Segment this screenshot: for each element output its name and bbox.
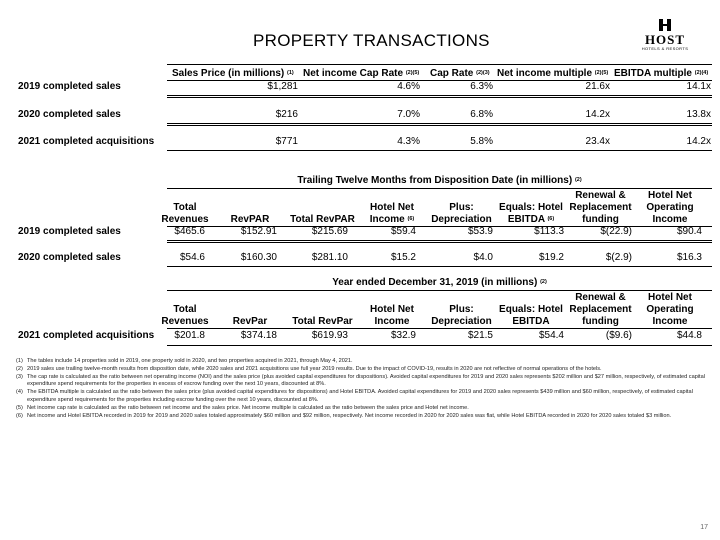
t3-cell: $32.9 [390, 330, 416, 341]
table1-bottom-rule [167, 150, 712, 151]
t1-header-3: Net income multiple $^{(2)(5)}$ [497, 68, 609, 79]
t3-caption: Year ended December 31, 2019 (in millions) $^{(2)}$ [332, 277, 547, 288]
row-divider [167, 123, 712, 126]
t2-header: Renewal & Replacement funding [569, 190, 632, 225]
t3-caption-rule [167, 290, 712, 291]
t2-cell: $215.69 [311, 226, 348, 237]
table1-top-rule [167, 64, 712, 65]
footnote: (4) The EBITDA multiple is calculated as the ratio between the sales price (plus avoided capital expenditures for dispositions) and Hotel EBITDA. Avoided capital expenditures for 2019 and 2020 sales represents $439 million and $60 million, respectively, of estimated capital expenditure spend requirements for the properties including escrow funding over the next 10 years, discounted at 8%. [16, 389, 693, 403]
t1-cell: $771 [275, 136, 298, 147]
t1-header-2: Cap Rate $^{(2)(3)}$ [430, 68, 490, 79]
t3-cell: $21.5 [467, 330, 493, 341]
t1-cell: 6.8% [470, 109, 493, 120]
footnote: (6) Net income and Hotel EBITDA recorded in 2019 for 2019 and 2020 sales totaled approximately $60 million and $92 million, respectively. Net income recorded in 2020 for 2020 sales was flat, while Hotel EBITDA recorded in 2020 for 2020 sales totaled $3 million. [16, 412, 672, 419]
t1-cell: $216 [275, 109, 298, 120]
footnotes [16, 358, 706, 420]
t2-header: Hotel Net Operating Income [646, 190, 694, 225]
t1-cell: 23.4x [585, 136, 610, 147]
t2-bottom-rule [167, 266, 712, 267]
footnote: (5) Net income cap rate is calculated as the ratio between net income and the sales price. Net income multiple is calculated as the ratio between the sales price and Hotel net income. [16, 404, 469, 411]
t2-cell: $(2.9) [605, 252, 632, 263]
t3-cell: ($9.6) [605, 330, 632, 341]
t2-cell: $53.9 [467, 226, 493, 237]
t2-header: Total RevPAR [290, 214, 355, 225]
host-logo [640, 18, 690, 54]
t1-cell: $1,281 [267, 81, 298, 92]
t2-cell: $160.30 [240, 252, 277, 263]
t1-cell: 7.0% [397, 109, 420, 120]
host-logo-mark-icon [658, 18, 672, 32]
t1-row-label: 2020 completed sales [18, 109, 121, 120]
page-number: 17 [700, 524, 708, 531]
t2-cell: $19.2 [538, 252, 564, 263]
t3-header: Hotel Net Income [370, 304, 414, 327]
t2-cell: $281.10 [311, 252, 348, 263]
t3-bottom-rule [167, 345, 712, 346]
t1-cell: 6.3% [470, 81, 493, 92]
t1-cell: 14.2x [585, 109, 610, 120]
footnote: (1) The tables include 14 properties sold in 2019, one property sold in 2020, and two properties acquired in 2021, through May 4, 2021. [16, 358, 353, 364]
row-divider [167, 240, 712, 243]
t2-cell: $(22.9) [600, 226, 632, 237]
footnote: (2) 2019 sales use trailing twelve-month results from disposition date, while 2020 sales and 2021 acquisitions use full year 2019 results. Due to the impact of COVID-19, results in 2020 are not reflective of normal operations of the hotels. [16, 365, 602, 372]
t1-cell: 21.6x [585, 81, 610, 92]
t1-cell: 14.2x [686, 136, 711, 147]
footnote: (3) The cap rate is calculated as the ratio between net operating income (NOI) and the sales price (plus avoided capital expenditures for dispositions). Avoided capital expenditures for 2019 and 2020 sales represents $202 million and $27 million, respectively, of estimated capital expenditure spend requirements for the properties in excess of escrow funding over the next 10 years, discounted at 8%. [16, 373, 705, 388]
t3-header: Hotel Net Operating Income [646, 292, 694, 327]
t3-cell: $44.8 [676, 330, 702, 341]
t1-header-1: Net income Cap Rate $^{(2)(5)}$ [303, 68, 420, 79]
t2-header: Total Revenues [161, 202, 209, 225]
t2-header: RevPAR [230, 214, 270, 225]
t2-row-label: 2019 completed sales [18, 226, 121, 237]
t2-caption: Trailing Twelve Months from Disposition Date (in millions) $^{(2)}$ [297, 175, 582, 186]
t1-cell: 14.1x [686, 81, 711, 92]
t3-cell: $54.4 [538, 330, 564, 341]
t1-row-label: 2021 completed acquisitions [18, 136, 155, 147]
row-divider [167, 95, 712, 98]
t1-header-4: EBITDA multiple $^{(2)(4)}$ [614, 68, 709, 79]
t2-cell: $113.3 [534, 226, 564, 237]
t1-cell: 5.8% [470, 136, 493, 147]
t3-cell: $201.8 [174, 330, 205, 341]
t2-row-label: 2020 completed sales [18, 252, 121, 263]
t2-cell: $59.4 [390, 226, 416, 237]
t3-header: Total RevPar [292, 316, 353, 327]
t2-cell: $465.6 [174, 226, 205, 237]
t2-caption-rule [167, 188, 712, 189]
logo-subtitle: HOTELS & RESORTS [641, 46, 689, 51]
t3-header: Renewal & Replacement funding [569, 292, 632, 327]
t3-row-label: 2021 completed acquisitions [18, 330, 155, 341]
t1-header-0: Sales Price (in millions) $^{(1)}$ [172, 68, 294, 79]
t2-cell: $4.0 [473, 252, 493, 263]
t3-header: Plus: Depreciation [431, 304, 492, 327]
page-title: PROPERTY TRANSACTIONS [253, 31, 490, 50]
t3-cell: $619.93 [311, 330, 348, 341]
t2-header: Equals: Hotel EBITDA $^{(6)}$ [499, 202, 563, 225]
t1-row-label: 2019 completed sales [18, 81, 121, 92]
t3-header: Equals: Hotel EBITDA [499, 304, 563, 327]
t2-cell: $90.4 [676, 226, 702, 237]
t1-cell: 4.3% [397, 136, 420, 147]
t2-header: Hotel Net Income $^{(6)}$ [369, 202, 415, 225]
t2-cell: $16.3 [676, 252, 702, 263]
logo-word: HOST [644, 32, 686, 47]
t2-cell: $152.91 [240, 226, 277, 237]
t3-header: Total Revenues [161, 304, 209, 327]
t3-header-rule [167, 328, 712, 329]
t1-cell: 4.6% [397, 81, 420, 92]
t2-cell: $15.2 [390, 252, 416, 263]
t3-header: RevPar [232, 316, 268, 327]
t2-header: Plus: Depreciation [431, 202, 492, 225]
t2-cell: $54.6 [179, 252, 205, 263]
t3-cell: $374.18 [240, 330, 277, 341]
t1-cell: 13.8x [686, 109, 711, 120]
